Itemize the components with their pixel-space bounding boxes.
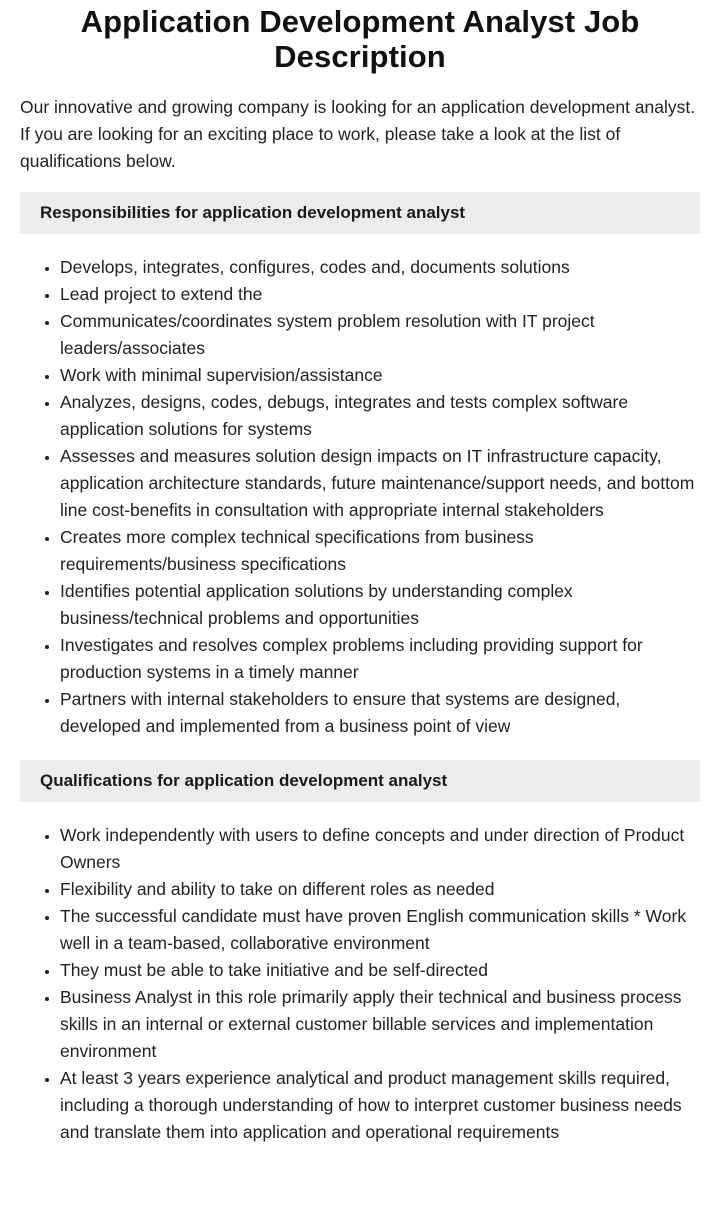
list-item: • The successful candidate must have proven English communication skills * Work well in a team-based, collaborative environment <box>60 903 700 957</box>
page-title: Application Development Analyst Job Description <box>80 4 640 74</box>
list-item: • At least 3 years experience analytical and product management skills required, including a thorough understanding of how to interpret customer business needs and translate them into application and operational requirements <box>60 1065 700 1146</box>
list-item: • Work with minimal supervision/assistance <box>60 362 700 389</box>
list-item: • They must be able to take initiative and be self-directed <box>60 957 700 984</box>
list-item: • Lead project to extend the <box>60 281 700 308</box>
responsibilities-heading: Responsibilities for application development analyst <box>20 192 700 234</box>
list-item: • Investigates and resolves complex problems including providing support for production systems in a timely manner <box>60 632 700 686</box>
list-item: • Partners with internal stakeholders to ensure that systems are designed, developed and implemented from a business point of view <box>60 686 700 740</box>
list-item: • Business Analyst in this role primarily apply their technical and business process skills in an internal or external customer billable services and implementation environment <box>60 984 700 1065</box>
list-item: • Analyzes, designs, codes, debugs, integrates and tests complex software application solutions for systems <box>60 389 700 443</box>
list-item: • Flexibility and ability to take on different roles as needed <box>60 876 700 903</box>
list-item: • Creates more complex technical specifications from business requirements/business specifications <box>60 524 700 578</box>
job-description-page <box>0 4 720 1146</box>
list-item: • Communicates/coordinates system problem resolution with IT project leaders/associates <box>60 308 700 362</box>
list-item: • Assesses and measures solution design impacts on IT infrastructure capacity, application architecture standards, future maintenance/support needs, and bottom line cost-benefits in consultation with appropriate internal stakeholders <box>60 443 700 524</box>
qualifications-heading: Qualifications for application development analyst <box>20 760 700 802</box>
qualifications-list <box>20 822 700 1146</box>
list-item: • Identifies potential application solutions by understanding complex business/technical problems and opportunities <box>60 578 700 632</box>
responsibilities-list <box>20 254 700 740</box>
intro-paragraph: Our innovative and growing company is looking for an application development analyst. If you are looking for an exciting place to work, please take a look at the list of qualifications below. <box>20 97 696 171</box>
list-item: • Develops, integrates, configures, codes and, documents solutions <box>60 254 700 281</box>
list-item: • Work independently with users to define concepts and under direction of Product Owners <box>60 822 700 876</box>
